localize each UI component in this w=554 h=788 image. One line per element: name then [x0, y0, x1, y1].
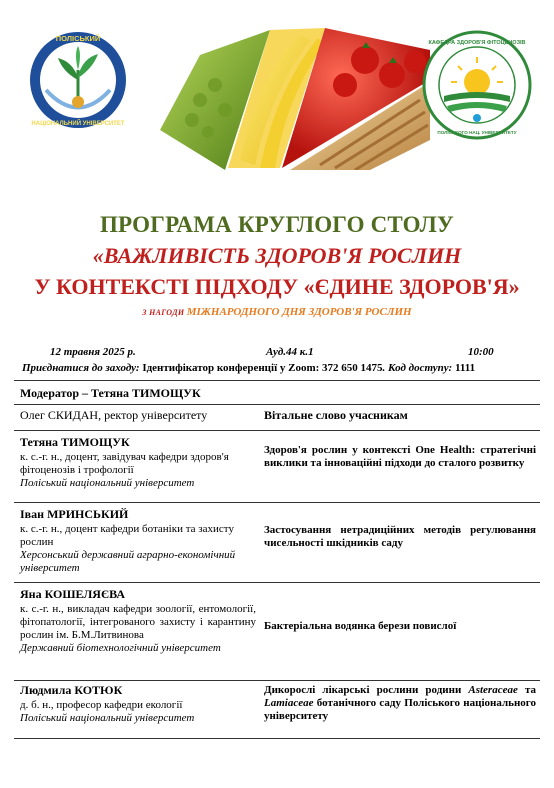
- speaker-details: к. с.-г. н., доцент кафедри ботаніки та захисту рослин: [20, 523, 234, 548]
- divider: [14, 680, 540, 681]
- speaker-name: Іван МРИНСЬКИЙ: [20, 507, 129, 521]
- occasion-line: [0, 306, 554, 318]
- svg-text:КАФЕДРА ЗДОРОВ'Я ФІТОЦЕНОЗІВ: КАФЕДРА ЗДОРОВ'Я ФІТОЦЕНОЗІВ: [428, 40, 526, 46]
- event-title-line1: «ВАЖЛИВІСТЬ ЗДОРОВ'Я РОСЛИН: [92, 243, 462, 268]
- speaker-name: Людмила КОТЮК: [20, 683, 123, 697]
- divider: [14, 582, 540, 583]
- zoom-join-info: [22, 362, 542, 374]
- talk-topic: Бактеріальна водянка берези повислої: [264, 620, 457, 632]
- speaker-org: Поліський національний університет: [20, 712, 195, 724]
- program-row: [14, 508, 540, 580]
- zoom-id-label: Ідентифікатор конференції у Zoom:: [142, 362, 323, 374]
- program-row: [14, 436, 540, 498]
- event-room: Ауд.44 к.1: [266, 346, 314, 358]
- speaker-details: д. б. н., професор кафедри екології: [20, 699, 183, 711]
- event-time: 10:00: [468, 346, 494, 358]
- occasion-prefix: З НАГОДИ: [142, 308, 187, 317]
- moderator: Модератор – Тетяна ТИМОЩУК: [20, 386, 201, 400]
- speaker-org: Державний біотехнологічний університет: [20, 642, 221, 654]
- speaker-name: Олег СКИДАН, ректор університету: [20, 408, 208, 422]
- divider: [14, 430, 540, 431]
- divider: [14, 502, 540, 503]
- event-title-line2: У КОНТЕКСТІ ПІДХОДУ «ЄДИНЕ ЗДОРОВ'Я»: [34, 274, 520, 299]
- divider: [14, 380, 540, 381]
- talk-topic: Вітальне слово учасникам: [264, 408, 408, 422]
- talk-topic: Дикорослі лікарські рослини родини Asteraceae та Lamiaceae ботанічного саду Поліського національного університету: [264, 684, 536, 722]
- svg-text:НАЦІОНАЛЬНИЙ УНІВЕРСИТЕТ: НАЦІОНАЛЬНИЙ УНІВЕРСИТЕТ: [31, 121, 125, 127]
- zoom-id[interactable]: 372 650 1475: [322, 362, 383, 374]
- svg-text:ПОЛІСЬКОГО НАЦ. УНІВЕРСИТЕТУ: ПОЛІСЬКОГО НАЦ. УНІВЕРСИТЕТУ: [437, 130, 517, 135]
- join-label: Приєднатися до заходу:: [22, 362, 143, 374]
- event-date: 12 травня 2025 р.: [50, 346, 136, 358]
- talk-topic: Здоров'я рослин у контексті One Health: стратегічні виклики та інноваційні підходи до сталого розвитку: [264, 444, 536, 469]
- code-label: . Код доступу:: [382, 362, 455, 374]
- speaker-org: Поліський національний університет: [20, 477, 195, 489]
- speaker-name: Яна КОШЕЛЯЄВА: [20, 587, 125, 601]
- produce-banner-image: [130, 20, 430, 170]
- polissia-university-logo: [28, 30, 128, 130]
- divider: [14, 738, 540, 739]
- talk-topic: Застосування нетрадиційних методів регулювання чисельності шкідників саду: [264, 524, 536, 549]
- speaker-org: Херсонський державний аграрно-економічний університет: [20, 549, 236, 574]
- divider: [14, 404, 540, 405]
- program-row: [14, 409, 540, 429]
- speaker-details: к. с.-г. н., доцент, завідувач кафедри здоров'я фітоценозів і трофології: [20, 451, 229, 476]
- speaker-details: к. с.-г. н., викладач кафедри зоології, ентомології, фітопатології, інтегрованого захисту і карантину рослин ім. Б.М.Литвинова: [20, 603, 256, 641]
- svg-text:ПОЛІСЬКИЙ: ПОЛІСЬКИЙ: [55, 34, 101, 43]
- program-row: [14, 684, 540, 736]
- speaker-name: Тетяна ТИМОЩУК: [20, 435, 130, 449]
- department-logo: [422, 30, 532, 140]
- program-title: ПРОГРАМА КРУГЛОГО СТОЛУ: [99, 212, 455, 237]
- occasion-text: МІЖНАРОДНОГО ДНЯ ЗДОРОВ'Я РОСЛИН: [186, 306, 412, 318]
- program-row: [14, 588, 540, 678]
- access-code[interactable]: 1111: [454, 362, 476, 374]
